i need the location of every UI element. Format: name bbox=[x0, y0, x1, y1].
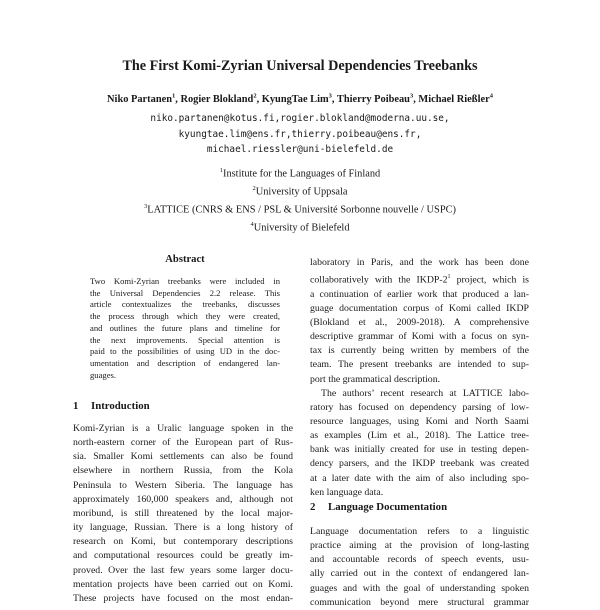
email-line[interactable]: kyungtae.lim@ens.fr,thierry.poibeau@ens.fr, bbox=[178, 128, 422, 140]
text-line: Komi-Zyrian is a Uralic language spoken in the bbox=[73, 423, 293, 434]
text-line: practice aiming at the provision of long-lasting bbox=[310, 540, 529, 552]
text-line: Language documentation refers to a linguistic bbox=[310, 526, 529, 537]
text-line: resource languages, using Komi and North Saami bbox=[310, 415, 529, 427]
text-line: proved. Over the last few years some larger docu- bbox=[73, 564, 293, 576]
text-line: ally carried out in the context of endangered lan- bbox=[310, 568, 529, 580]
text-line: a continuation of earlier work that produced a lan- bbox=[310, 288, 529, 300]
text-line: the Universal Dependencies 2.2 release. This bbox=[90, 287, 280, 298]
text-line: port the grammatical description. bbox=[310, 373, 441, 385]
text-line: The authors’ recent research at LATTICE labo- bbox=[321, 387, 529, 399]
language-documentation-body bbox=[310, 525, 529, 610]
text-line: north-eastern corner of the European part of Rus- bbox=[73, 437, 293, 449]
affiliation: $^3$LATTICE (CNRS & ENS / PSL & Université Sorbonne nouvelle / USPC) bbox=[144, 203, 456, 216]
text-line: paid to the possibilities of using UD in the doc- bbox=[90, 346, 280, 357]
text-line: descriptive grammar of Komi with a focus on syn- bbox=[310, 331, 529, 343]
text-line: ken language data. bbox=[310, 486, 384, 498]
text-line: ratory has focused on dependency parsing of low- bbox=[310, 401, 529, 413]
text-line: at a later date with the aim of also including spo- bbox=[310, 472, 529, 484]
section-heading-language-documentation: 2 Language Documentation bbox=[310, 501, 448, 513]
text-line: umentation and description of endangered lan- bbox=[90, 357, 280, 368]
author-list bbox=[0, 93, 600, 105]
text-line: collaboratively with the IKDP-$2^1$ project, which is bbox=[310, 274, 529, 286]
introduction-body bbox=[73, 422, 293, 606]
text-line: and computational resources could be greatly im- bbox=[73, 550, 293, 562]
author: Thierry Poibeau$^3$, bbox=[336, 93, 419, 106]
text-line: sia. Smaller Komi settlements can also be found bbox=[73, 451, 293, 463]
author: Michael Rießler$^4$ bbox=[418, 93, 493, 106]
text-line: laboratory in Paris, and the work has been done bbox=[310, 257, 529, 268]
section-heading-introduction: 1 Introduction bbox=[73, 400, 150, 412]
text-line: article contextualizes the treebanks, discusses bbox=[90, 299, 280, 310]
text-line: team. The present treebanks are intended to sup- bbox=[310, 359, 529, 371]
text-line: (Blokland et al., 2009-2018). A comprehensive bbox=[310, 316, 529, 328]
text-line: as examples (Lim et al., 2018). The Lattice tree- bbox=[310, 430, 529, 442]
text-line: and accountable records of speech events, usu- bbox=[310, 554, 529, 566]
text-line: the process through which they were created, bbox=[90, 311, 280, 322]
text-line: research on Komi, but contemporary descriptions bbox=[73, 536, 293, 548]
text-line: ity language, Russian. There is a long history of bbox=[73, 522, 293, 534]
abstract-heading: Abstract bbox=[165, 254, 205, 265]
email-line[interactable]: michael.riessler@uni-bielefeld.de bbox=[206, 144, 394, 155]
text-line: approximately 160,000 speakers and, although not bbox=[73, 493, 293, 505]
paper-title: The First Komi-Zyrian Universal Dependencies Treebanks bbox=[122, 58, 478, 74]
text-line: Two Komi-Zyrian treebanks were included in bbox=[90, 276, 280, 286]
text-line: tax is currently being written by members of the bbox=[310, 345, 529, 357]
text-line: moribund, is still threatened by the local major- bbox=[73, 507, 293, 519]
text-line: Peninsula to Western Siberia. The language has bbox=[73, 479, 293, 491]
right-column-body bbox=[310, 256, 529, 500]
text-line: and outlines the future plans and timeline for bbox=[90, 322, 280, 333]
text-line: the next improvements. Special attention is bbox=[90, 334, 280, 345]
text-line: bank was initially created for use in testing depen- bbox=[310, 444, 529, 456]
email-line[interactable]: niko.partanen@kotus.fi,rogier.blokland@moderna.uu.se, bbox=[150, 113, 450, 124]
author: Niko Partanen$^1$, bbox=[107, 93, 181, 106]
text-line: mentation projects have been carried out on Komi. bbox=[73, 578, 293, 590]
text-line: These projects have focused on the most endan- bbox=[73, 592, 293, 604]
text-line: elsewhere in northern Russia, from the Kola bbox=[73, 465, 293, 477]
affiliation: $^1$Institute for the Languages of Finland bbox=[219, 167, 381, 180]
text-line: guages. bbox=[90, 369, 117, 380]
author: KyungTae Lim$^3$, bbox=[261, 93, 337, 106]
text-line: dency parsers, and the IKDP treebank was created bbox=[310, 458, 529, 470]
text-line: guage documentation corpus of Komi called IKDP bbox=[310, 302, 529, 314]
footnote-mark[interactable]: 1 bbox=[447, 274, 451, 281]
affiliation: $^2$University of Uppsala bbox=[252, 185, 348, 198]
author: Rogier Blokland$^2$, bbox=[180, 93, 262, 106]
abstract-body bbox=[90, 276, 280, 381]
affiliation: $^4$University of Bielefeld bbox=[250, 221, 350, 234]
text-line: communication beyond mere structural grammar bbox=[310, 596, 529, 608]
affiliations bbox=[0, 164, 600, 236]
text-line: guages and with the goal of understanding spoken bbox=[310, 582, 529, 594]
author-emails bbox=[0, 111, 600, 158]
